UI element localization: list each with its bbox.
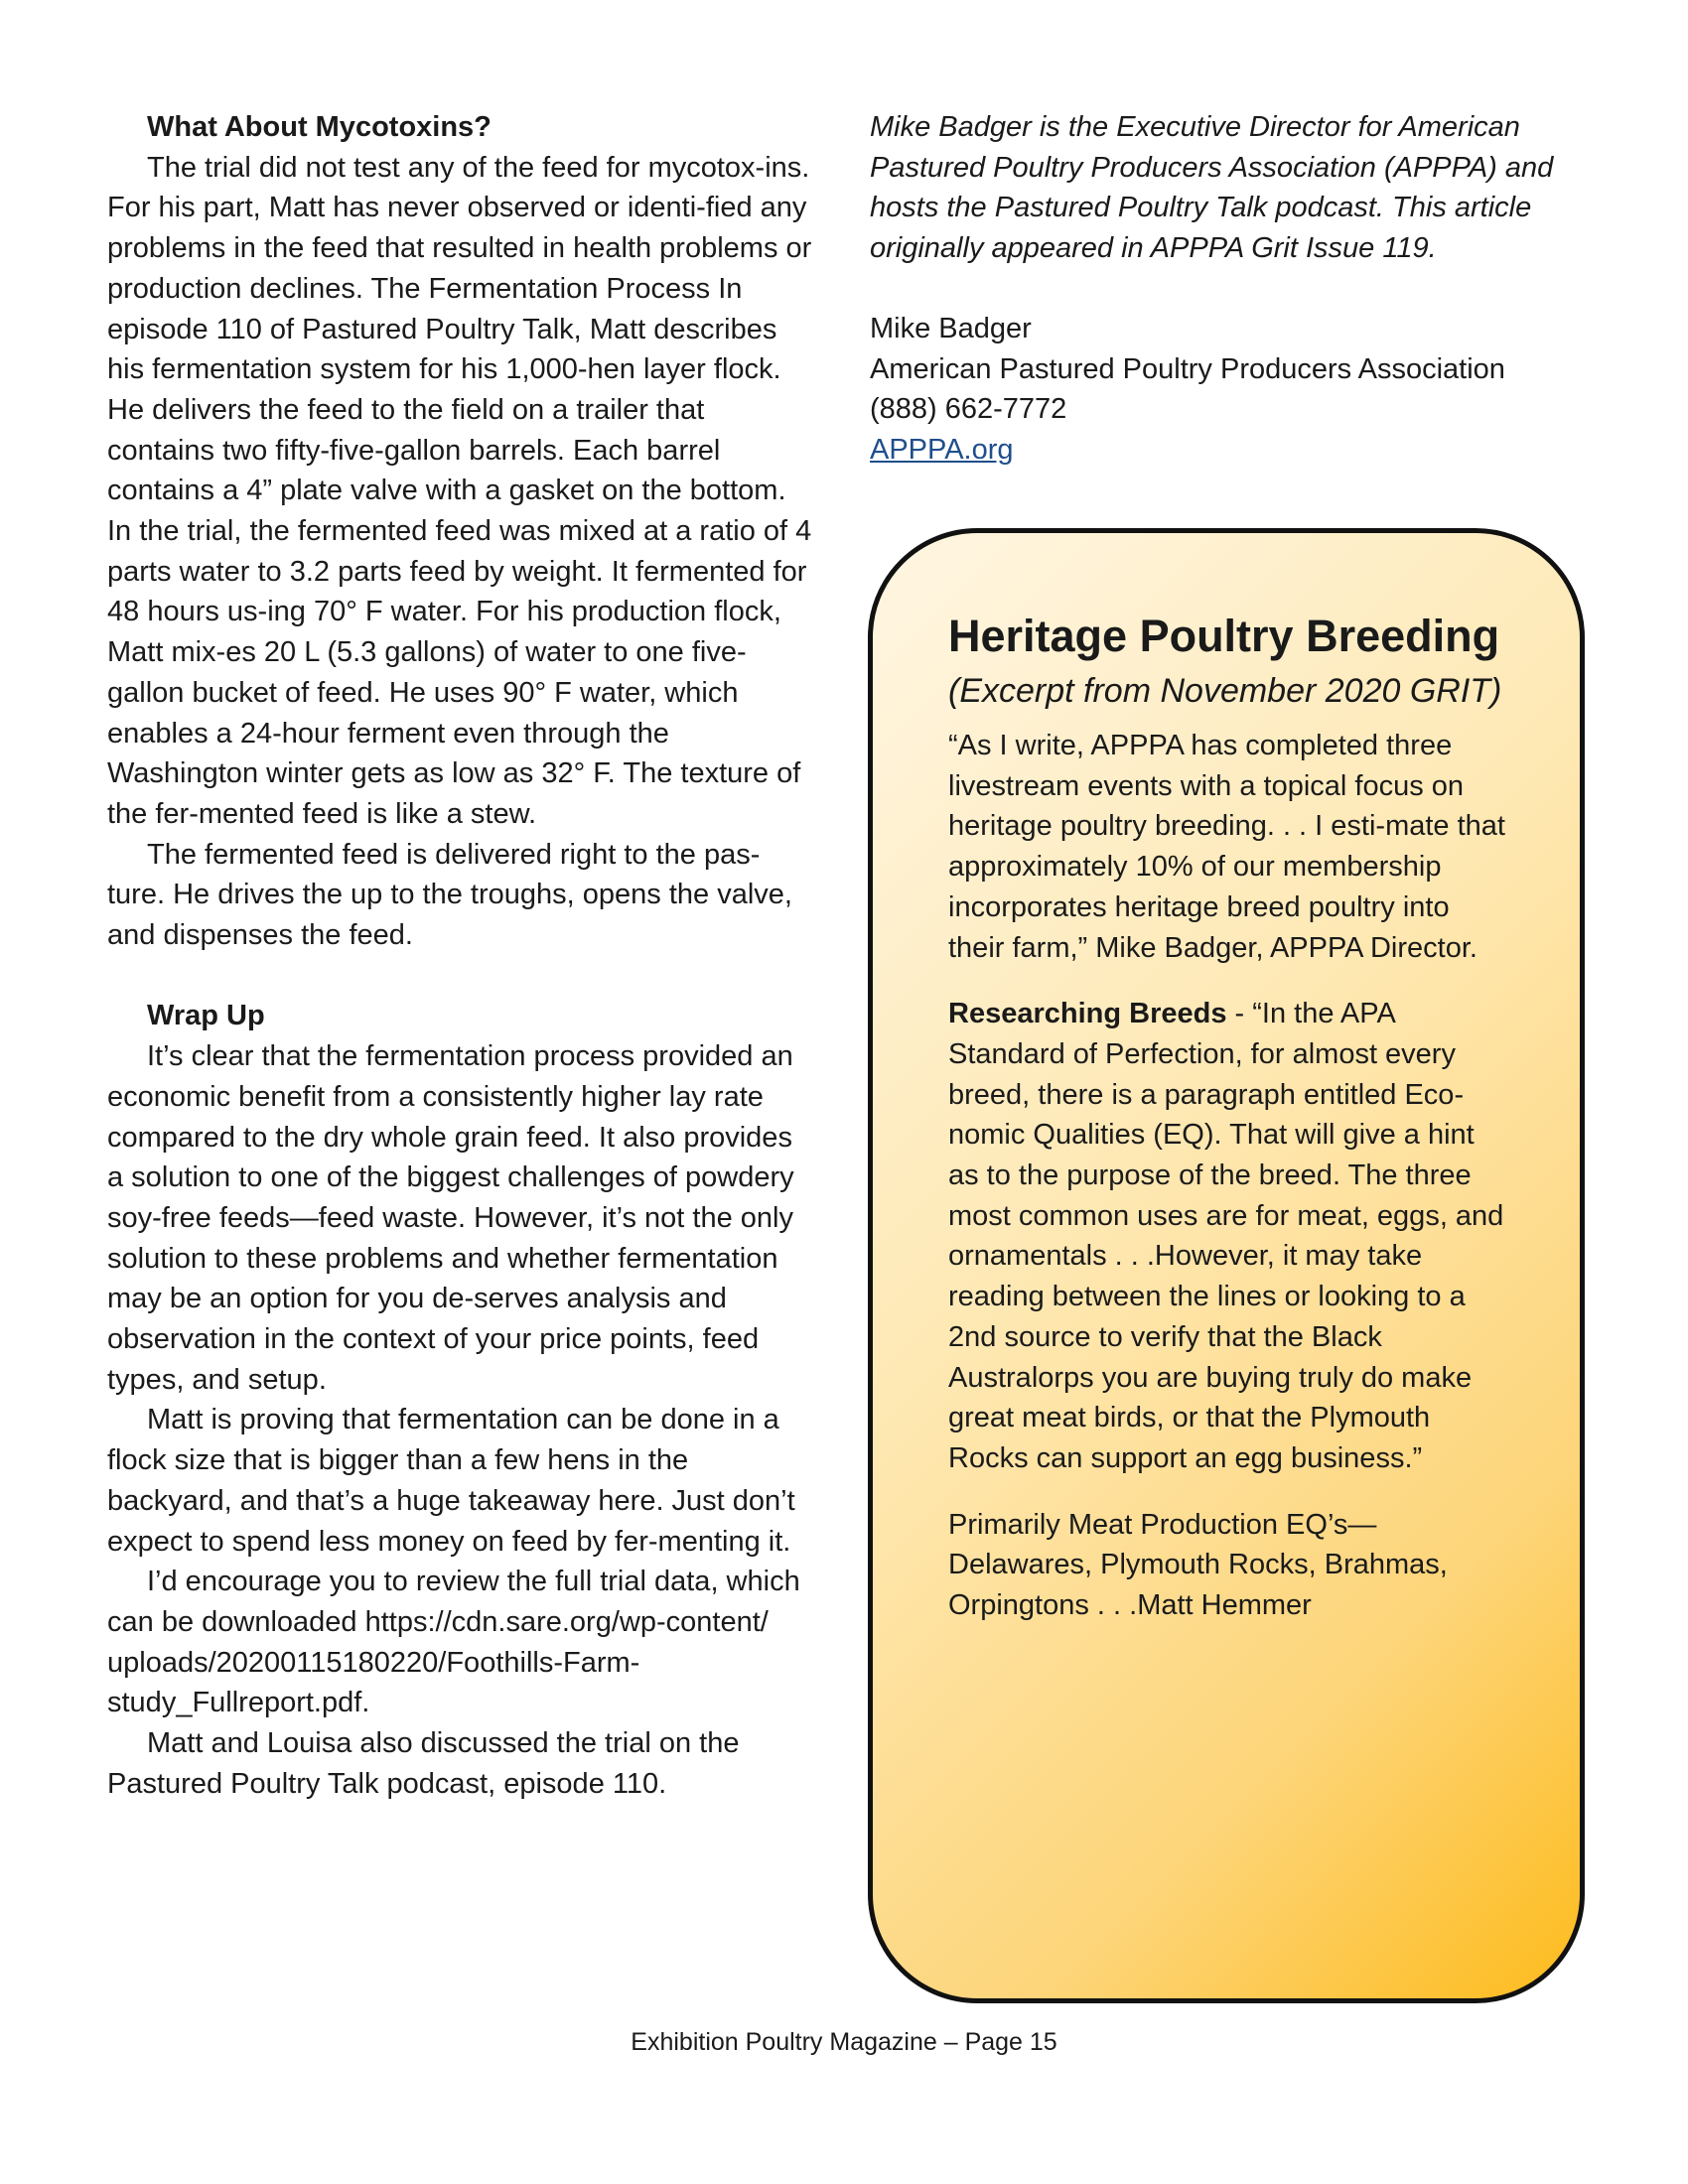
right-column: [870, 107, 1585, 471]
spacer: [107, 956, 814, 997]
sidebar-quote: “As I write, APPPA has completed three livestream events with a topical focus on heritage poultry breeding. . . I esti-mate that approximately 10% of our membership incorporates heritage breed poultry into their farm,” Mike Badger, APPPA Director.: [948, 730, 1505, 964]
paragraph-mycotoxins: The trial did not test any of the feed for mycotox-ins. For his part, Matt has never observed or identi-fied any problems in the feed that resulted in health problems or production declines. The Fermentation Process In episode 110 of Pastured Poultry Talk, Matt describes his fermentation system for his 1,000-hen layer flock. He delivers the feed to the field on a trailer that contains two fifty-five-gallon barrels. Each barrel contains a 4” plate valve with a gasket on the bottom. In the trial, the fermented feed was mixed at a ratio of 4 parts water to 3.2 parts feed by weight. It fermented for 48 hours us-ing 70° F water. For his production flock, Matt mix-es 20 L (5.3 gallons) of water to one five-gallon bucket of feed. He uses 90° F water, which enables a 24-hour ferment even through the Washington winter gets as low as 32° F. The texture of the fer-mented feed is like a stew.: [107, 151, 812, 830]
heading-wrap-up: Wrap Up: [147, 1000, 265, 1032]
heritage-sidebar-box: [868, 528, 1585, 2003]
left-column: [107, 107, 814, 1805]
author-bio: Mike Badger is the Executive Director for American Pastured Poultry Producers Association (APPPA) and hosts the Pastured Poultry Talk podcast. This article originally appeared in APPPA Grit Issue 119.: [870, 111, 1554, 265]
contact-name: Mike Badger: [870, 312, 1032, 344]
contact-block: [870, 309, 1585, 471]
sidebar-title: Heritage Poultry Breeding: [948, 611, 1500, 661]
paragraph-wrap-up-flock: Matt is proving that fermentation can be done in a flock size that is bigger than a few hens in the backyard, and that’s a huge takeaway here. Just don’t expect to spend less money on feed by fer-menting it.: [107, 1404, 795, 1558]
paragraph-delivery: The fermented feed is delivered right to the pas-ture. He drives the up to the troughs, opens the valve, and dispenses the feed.: [107, 838, 792, 952]
paragraph-podcast: Matt and Louisa also discussed the trial on the Pastured Poultry Talk podcast, episode 110.: [107, 1727, 740, 1800]
page-footer: Exhibition Poultry Magazine – Page 15: [631, 2028, 1057, 2056]
contact-phone: (888) 662-7772: [870, 393, 1067, 426]
contact-organization: American Pastured Poultry Producers Association: [870, 352, 1505, 385]
paragraph-wrap-up-benefit: It’s clear that the fermentation process provided an economic benefit from a consistently higher lay rate compared to the dry whole grain feed. It also provides a solution to one of the biggest challenges of powdery soy-free feeds—feed waste. However, it’s not the only solution to these problems and whether fermentation may be an option for you de-serves analysis and observation in the context of your price points, feed types, and setup.: [107, 1040, 794, 1396]
sidebar-subtitle: (Excerpt from November 2020 GRIT): [948, 672, 1502, 710]
researching-text: - “In the APA Standard of Perfection, for almost every breed, there is a paragraph entitled Eco-nomic Qualities (EQ). That will give a hint as to the purpose of the breed. The three most common uses are for meat, eggs, and ornamentals . . .However, it may take reading between the lines or looking to a 2nd source to verify that the Black Australorps you are buying truly do make great meat birds, or that the Plymouth Rocks can support an egg business.”: [948, 998, 1504, 1474]
sidebar-researching: [948, 994, 1510, 1478]
heading-mycotoxins: What About Mycotoxins?: [147, 111, 492, 143]
sidebar-meat-production: Primarily Meat Production EQ’s—Delawares, Plymouth Rocks, Brahmas, Orpingtons . . .Matt Hemmer: [948, 1508, 1448, 1622]
apppa-link[interactable]: APPPA.org: [870, 433, 1014, 466]
researching-label: Researching Breeds: [948, 998, 1227, 1030]
paragraph-trial-data: I’d encourage you to review the full trial data, which can be downloaded https://cdn.sare.org/wp-content/ uploads/20200115180220/Foothills-Farm-study_Fullreport.pdf.: [107, 1566, 800, 1719]
